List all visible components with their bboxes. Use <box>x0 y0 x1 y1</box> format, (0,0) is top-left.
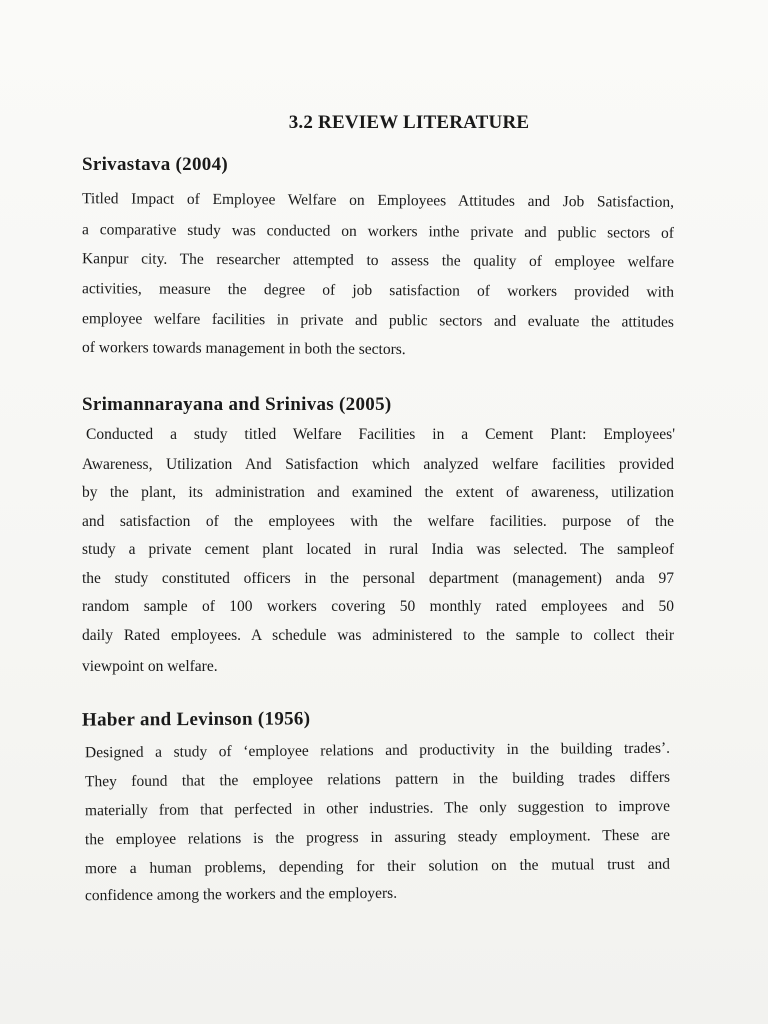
section-heading-srivastava: Srivastava (2004) <box>82 154 229 175</box>
page-title: 3.2 REVIEW LITERATURE <box>288 112 530 133</box>
paragraph-line: materially from that perfected in other industries. The only suggestion to improve <box>84 797 671 820</box>
paragraph-line: They found that the employee relations pattern in the building trades differs <box>84 768 671 791</box>
paragraph-line: study a private cement plant located in rural India was selected. The sampleof <box>82 541 674 558</box>
paragraph-line: employee welfare facilities in private and public sectors and evaluate the attitudes <box>81 310 675 331</box>
paragraph-line: a comparative study was conducted on workers inthe private and public sectors of <box>81 221 675 242</box>
paragraph-line: more a human problems, depending for their solution on the mutual trust and <box>84 855 671 878</box>
paragraph-line: the employee relations is the progress in assuring steady employment. These are <box>84 826 671 849</box>
paragraph-line: Awareness, Utilization And Satisfaction which analyzed welfare facilities provided <box>82 456 674 473</box>
section-heading-haber-levinson: Haber and Levinson (1956) <box>81 708 311 731</box>
paragraph-line: Designed a study of ‘employee relations and productivity in the building trades’. <box>84 739 671 762</box>
paragraph-line: Titled Impact of Employee Welfare on Employees Attitudes and Job Satisfaction, <box>81 190 675 211</box>
paragraph-line: of workers towards management in both the sectors. <box>81 339 406 358</box>
paragraph-line: daily Rated employees. A schedule was administered to the sample to collect their <box>82 627 674 644</box>
paragraph-line: Conducted a study titled Welfare Facilities in a Cement Plant: Employees' <box>86 426 675 443</box>
paragraph-line: random sample of 100 workers covering 50 monthly rated employees and 50 <box>82 598 674 615</box>
paragraph-line: by the plant, its administration and examined the extent of awareness, utilization <box>82 484 674 501</box>
paragraph-line: viewpoint on welfare. <box>82 658 218 675</box>
paragraph-line: confidence among the workers and the employers. <box>84 884 398 905</box>
paragraph-line: Kanpur city. The researcher attempted to assess the quality of employee welfare <box>81 250 675 271</box>
paragraph-line: the study constituted officers in the personal department (management) anda 97 <box>82 570 674 587</box>
paragraph-line: and satisfaction of the employees with the welfare facilities. purpose of the <box>82 513 674 530</box>
section-heading-srimannarayana: Srimannarayana and Srinivas (2005) <box>82 394 392 415</box>
paragraph-line: activities, measure the degree of job satisfaction of workers provided with <box>81 280 675 301</box>
